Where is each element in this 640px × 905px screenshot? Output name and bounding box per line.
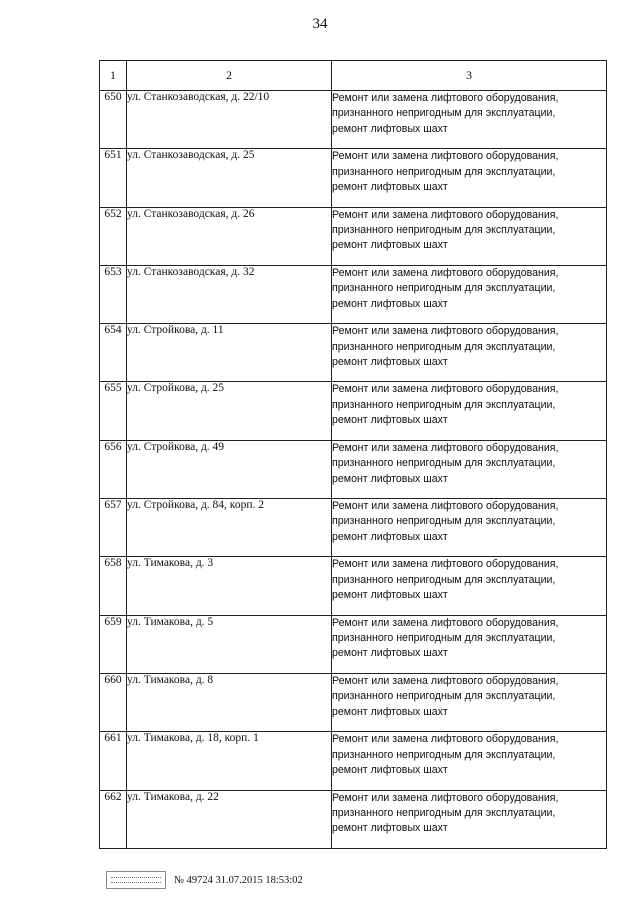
table-row [100, 673, 607, 731]
row-number: 650 [100, 91, 127, 149]
table-row [100, 732, 607, 790]
work-description-line: признанного непригодным для эксплуатации, [332, 632, 556, 645]
work-description-line: Ремонт или замена лифтового оборудования, [332, 441, 559, 454]
table-header-row [100, 61, 607, 91]
row-number: 653 [100, 265, 127, 323]
work-description-line: Ремонт или замена лифтового оборудования, [332, 500, 559, 513]
column-header-work: 3 [332, 61, 607, 91]
row-work-description [332, 557, 607, 615]
row-number: 651 [100, 149, 127, 207]
work-description-line: Ремонт или замена лифтового оборудования, [332, 383, 559, 396]
work-description-line: признанного непригодным для эксплуатации, [332, 457, 556, 470]
work-description-line: признанного непригодным для эксплуатации, [332, 398, 556, 411]
row-work-description [332, 440, 607, 498]
row-number: 657 [100, 499, 127, 557]
row-number: 661 [100, 732, 127, 790]
row-work-description [332, 265, 607, 323]
row-address: ул. Стройкова, д. 25 [127, 382, 332, 440]
row-work-description [332, 615, 607, 673]
work-description-line: признанного непригодным для эксплуатации, [332, 806, 556, 819]
work-description-line: Ремонт или замена лифтового оборудования, [332, 791, 559, 804]
work-description-line: Ремонт или замена лифтового оборудования, [332, 674, 559, 687]
row-work-description [332, 732, 607, 790]
table-row [100, 382, 607, 440]
row-work-description [332, 673, 607, 731]
row-work-description [332, 149, 607, 207]
row-address: ул. Станкозаводская, д. 22/10 [127, 91, 332, 149]
table-row [100, 499, 607, 557]
row-number: 656 [100, 440, 127, 498]
row-number: 655 [100, 382, 127, 440]
row-work-description [332, 91, 607, 149]
table-row [100, 149, 607, 207]
work-description-line: ремонт лифтовых шахт [332, 181, 448, 194]
work-description-line: признанного непригодным для эксплуатации, [332, 515, 556, 528]
table-row [100, 265, 607, 323]
row-work-description [332, 499, 607, 557]
work-description-line: Ремонт или замена лифтового оборудования, [332, 208, 559, 221]
work-description-line: Ремонт или замена лифтового оборудования, [332, 266, 559, 279]
work-description-line: признанного непригодным для эксплуатации, [332, 573, 556, 586]
work-description-line: ремонт лифтовых шахт [332, 297, 448, 310]
work-description-line: ремонт лифтовых шахт [332, 355, 448, 368]
row-address: ул. Стройкова, д. 84, корп. 2 [127, 499, 332, 557]
table-row [100, 91, 607, 149]
row-address: ул. Тимакова, д. 18, корп. 1 [127, 732, 332, 790]
work-description-line: признанного непригодным для эксплуатации, [332, 165, 556, 178]
row-address: ул. Тимакова, д. 22 [127, 790, 332, 848]
table-row [100, 557, 607, 615]
work-description-line: признанного непригодным для эксплуатации, [332, 223, 556, 236]
row-work-description [332, 207, 607, 265]
row-address: ул. Стройкова, д. 49 [127, 440, 332, 498]
work-description-line: признанного непригодным для эксплуатации, [332, 690, 556, 703]
column-header-address: 2 [127, 61, 332, 91]
work-description-line: признанного непригодным для эксплуатации, [332, 340, 556, 353]
work-description-line: ремонт лифтовых шахт [332, 705, 448, 718]
footer [106, 870, 303, 890]
work-description-line: Ремонт или замена лифтового оборудования, [332, 150, 559, 163]
row-address: ул. Станкозаводская, д. 26 [127, 207, 332, 265]
work-description-line: ремонт лифтовых шахт [332, 589, 448, 602]
row-address: ул. Стройкова, д. 11 [127, 324, 332, 382]
row-number: 659 [100, 615, 127, 673]
work-description-line: ремонт лифтовых шахт [332, 763, 448, 776]
row-number: 652 [100, 207, 127, 265]
document-reference: № 49724 31.07.2015 18:53:02 [174, 874, 303, 886]
row-address: ул. Тимакова, д. 3 [127, 557, 332, 615]
work-description-line: ремонт лифтовых шахт [332, 239, 448, 252]
table-row [100, 790, 607, 848]
work-description-line: признанного непригодным для эксплуатации, [332, 748, 556, 761]
work-description-line: Ремонт или замена лифтового оборудования, [332, 733, 559, 746]
work-description-line: Ремонт или замена лифтового оборудования, [332, 558, 559, 571]
row-number: 658 [100, 557, 127, 615]
row-number: 662 [100, 790, 127, 848]
table-row [100, 324, 607, 382]
work-description-line: ремонт лифтовых шахт [332, 472, 448, 485]
row-number: 654 [100, 324, 127, 382]
row-address: ул. Тимакова, д. 8 [127, 673, 332, 731]
row-work-description [332, 790, 607, 848]
work-description-line: ремонт лифтовых шахт [332, 647, 448, 660]
row-number: 660 [100, 673, 127, 731]
table-row [100, 440, 607, 498]
work-description-line: ремонт лифтовых шахт [332, 530, 448, 543]
work-description-line: Ремонт или замена лифтового оборудования, [332, 92, 559, 104]
work-description-line: признанного непригодным для эксплуатации, [332, 282, 556, 295]
work-description-line: ремонт лифтовых шахт [332, 122, 448, 135]
table-body [100, 91, 607, 849]
row-work-description [332, 382, 607, 440]
work-description-line: Ремонт или замена лифтового оборудования, [332, 616, 559, 629]
row-address: ул. Станкозаводская, д. 25 [127, 149, 332, 207]
work-description-line: признанного непригодным для эксплуатации, [332, 107, 556, 120]
row-address: ул. Тимакова, д. 5 [127, 615, 332, 673]
page-number: 34 [312, 16, 328, 32]
work-description-line: Ремонт или замена лифтового оборудования, [332, 325, 559, 338]
table-row [100, 207, 607, 265]
row-address: ул. Станкозаводская, д. 32 [127, 265, 332, 323]
table-row [100, 615, 607, 673]
column-header-number: 1 [100, 61, 127, 91]
registration-stamp-icon [106, 871, 166, 889]
work-description-line: ремонт лифтовых шахт [332, 414, 448, 427]
row-work-description [332, 324, 607, 382]
work-description-line: ремонт лифтовых шахт [332, 822, 448, 835]
works-table [99, 60, 607, 849]
